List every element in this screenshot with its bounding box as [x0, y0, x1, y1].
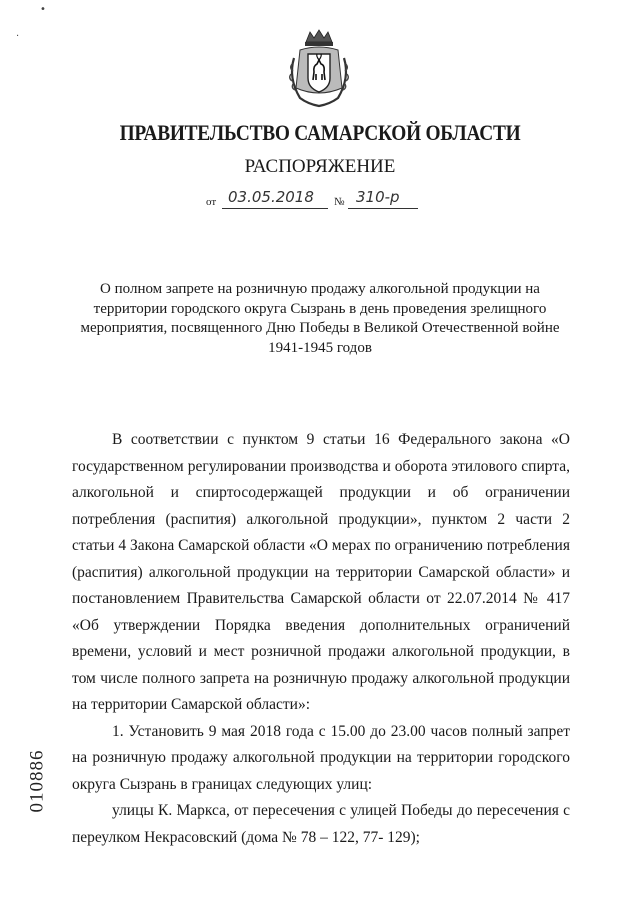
- samara-coat-of-arms-icon: [286, 28, 352, 108]
- body-paragraph-item-1: 1. Установить 9 мая 2018 года с 15.00 до 23.00 часов полный запрет на розничную продажу алкогольной продукции на территории городского округа Сызрань в границах следующих улиц:: [72, 722, 570, 793]
- document-date: 03.05.2018: [228, 188, 314, 206]
- body-paragraph-preamble: В соответствии с пунктом 9 статьи 16 Федерального закона «О государственном регулировании производства и оборота этилового спирта, алкогольной и спиртосодержащей продукции и об ограничении потребления (распития) алкогольной продукции», пунктом 2 части 2 статьи 4 Закона Самарской области «О мерах по ограничению потребления (распития) алкогольной продукции на территории Самарской области» и постановлением Правительства Самарской области от 22.07.2014 № 417 «Об утверждении Порядка введения дополнительных ограничений времени, условий и мест розничной продажи алкогольной продукции, в том числе полного запрета на розничную продажу алкогольной продукции на территории Самарской области»:: [72, 431, 570, 713]
- government-title: ПРАВИТЕЛЬСТВО САМАРСКОЙ ОБЛАСТИ: [119, 120, 521, 145]
- date-prefix: от: [206, 196, 217, 208]
- document-number-line: [206, 188, 466, 210]
- document-type: РАСПОРЯЖЕНИЕ: [244, 156, 396, 177]
- side-serial-number-text: 010886: [26, 749, 47, 813]
- side-serial-number: [20, 740, 54, 822]
- document-subject: О полном запрете на розничную продажу алкогольной продукции на территории городского округа Сызрань в день проведения зрелищного мероприятия, посвященного Дню Победы в Великой Отечественной войне 1941-1945 годов: [80, 281, 560, 356]
- document-number: 310-р: [356, 188, 400, 206]
- left-mark: .: [16, 28, 20, 39]
- document-body: [72, 427, 570, 851]
- number-prefix: №: [334, 196, 345, 208]
- number-underline: [348, 208, 418, 209]
- date-underline: [222, 208, 328, 209]
- body-paragraph-streets: улицы К. Маркса, от пересечения с улицей Победы до пересечения с переулком Некрасовский (дома № 78 – 122, 77- 129);: [72, 802, 570, 846]
- top-mark: •: [40, 4, 46, 15]
